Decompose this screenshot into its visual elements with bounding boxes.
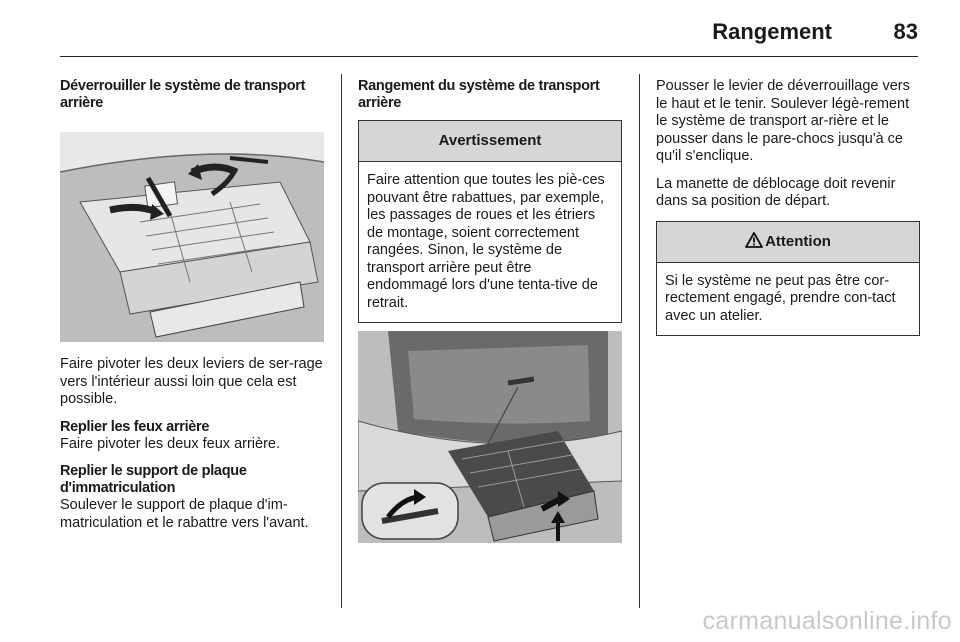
- column-divider: [341, 74, 342, 608]
- rear-carrier-storage-illustration: [358, 331, 622, 543]
- column-divider: [639, 74, 640, 608]
- warning-title: Avertissement: [359, 121, 621, 162]
- column-left: [60, 78, 324, 542]
- page-number: 83: [893, 19, 918, 44]
- watermark: carmanualsonline.info: [702, 607, 952, 635]
- subheading-plate-holder: Replier le support de plaque d'immatriculation: [60, 463, 247, 496]
- section-heading-storage: Rangement du système de transport arrière: [358, 78, 600, 111]
- rear-carrier-unlock-illustration: [60, 132, 324, 342]
- warning-box: [358, 120, 622, 323]
- paragraph: La manette de déblocage doit revenir dans sa position de départ.: [656, 175, 896, 209]
- attention-box: [656, 221, 920, 337]
- attention-text: Si le système ne peut pas être cor-rectement engagé, prendre con-tact avec un atelier.: [665, 272, 896, 324]
- attention-title: Attention: [765, 232, 831, 250]
- section-heading-unlock: Déverrouiller le système de transport arrière: [60, 78, 306, 111]
- page-header: [60, 14, 918, 57]
- subheading-rear-lights: Replier les feux arrière: [60, 418, 210, 435]
- page-title: Rangement: [712, 19, 832, 44]
- paragraph: Faire pivoter les deux leviers de ser-rage vers l'intérieur aussi loin que cela est possible.: [60, 356, 323, 407]
- column-middle: [358, 78, 622, 543]
- paragraph: Soulever le support de plaque d'im-matriculation et le rabattre vers l'avant.: [60, 497, 309, 531]
- paragraph: Pousser le levier de déverrouillage vers le haut et le tenir. Soulever légè-rement le système de transport ar-rière et le pousser dans le pare-chocs jusqu'à ce qu'il s'enclique.: [656, 78, 910, 164]
- warning-text: Faire attention que toutes les piè-ces pouvant être rabattues, par exemple, les passages de roues et les étriers de montage, soient correctement rangées. Sinon, le système de transport arrière peut être endommagé lors d'une tenta-tive de retrait.: [367, 172, 605, 311]
- warning-triangle-icon: [745, 232, 763, 248]
- attention-title-row: [657, 222, 919, 263]
- paragraph: Faire pivoter les deux feux arrière.: [60, 435, 281, 452]
- column-right: [656, 78, 920, 336]
